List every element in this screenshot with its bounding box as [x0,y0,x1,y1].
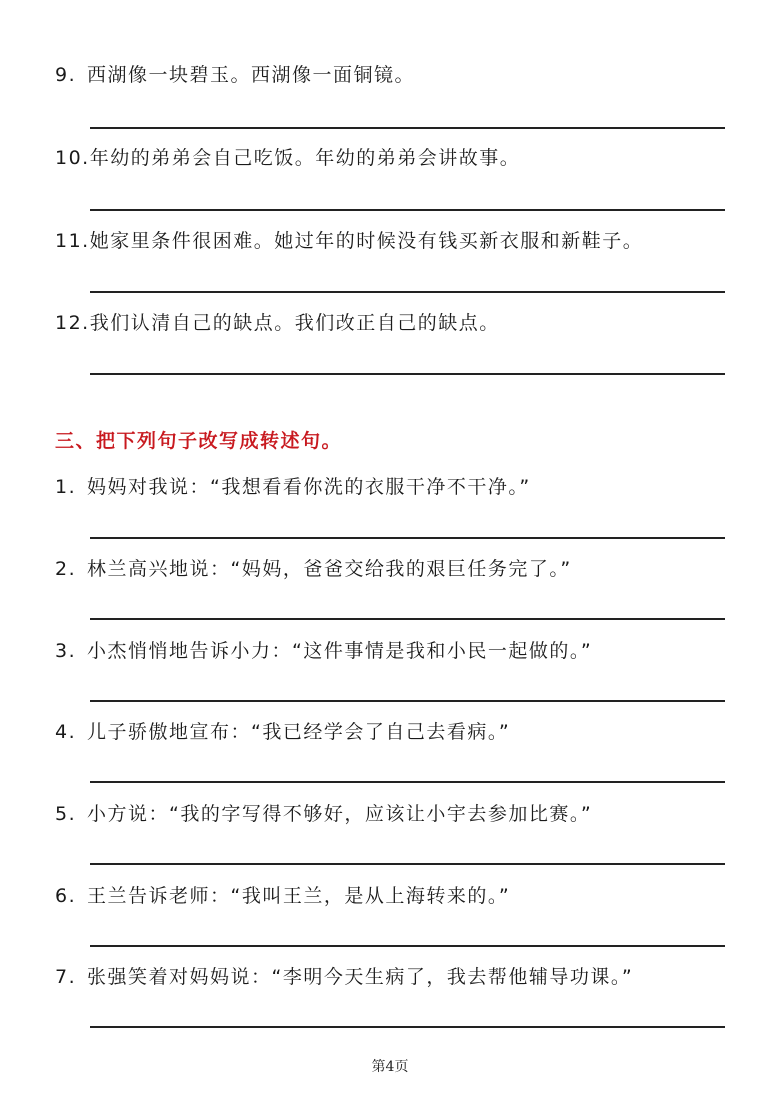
item-text: 我们认清自己的缺点。我们改正自己的缺点。 [89,312,500,334]
exercise-item-5 [55,801,735,827]
item-text: 妈妈对我说：“我想看看你洗的衣服干净不干净。” [87,476,531,498]
item-number: 6. [55,885,77,907]
answer-line[interactable] [90,781,725,783]
item-number: 10. [55,147,90,169]
exercise-item-3 [55,638,735,664]
answer-line[interactable] [90,1026,725,1028]
exercise-item-6 [55,883,735,909]
item-text: 林兰高兴地说：“妈妈，爸爸交给我的艰巨任务完了。” [87,558,572,580]
item-text: 张强笑着对妈妈说：“李明今天生病了，我去帮他辅导功课。” [87,966,634,988]
answer-line[interactable] [90,291,725,293]
answer-line[interactable] [90,700,725,702]
exercise-item-11 [55,228,735,254]
answer-line[interactable] [90,373,725,375]
item-text: 王兰告诉老师：“我叫王兰，是从上海转来的。” [87,885,511,907]
item-text: 西湖像一块碧玉。西湖像一面铜镜。 [87,64,416,86]
answer-line[interactable] [90,209,725,211]
item-number: 3. [55,640,77,662]
item-number: 5. [55,803,77,825]
item-text: 小方说：“我的字写得不够好，应该让小宇去参加比赛。” [87,803,593,825]
item-number: 11. [55,230,90,252]
item-number: 1. [55,476,77,498]
exercise-item-10 [55,145,735,171]
exercise-item-9 [55,62,735,88]
item-number: 2. [55,558,77,580]
item-text: 儿子骄傲地宣布：“我已经学会了自己去看病。” [87,721,511,743]
exercise-item-2 [55,556,735,582]
exercise-item-7 [55,964,735,990]
item-text: 小杰悄悄地告诉小力：“这件事情是我和小民一起做的。” [87,640,593,662]
page-number: 第4页 [371,1059,409,1075]
item-number: 7. [55,966,77,988]
item-number: 12. [55,312,90,334]
exercise-item-1 [55,474,735,500]
item-number: 9. [55,64,77,86]
item-text: 她家里条件很困难。她过年的时候没有钱买新衣服和新鞋子。 [89,230,644,252]
exercise-item-4 [55,719,735,745]
answer-line[interactable] [90,863,725,865]
answer-line[interactable] [90,618,725,620]
item-text: 年幼的弟弟会自己吃饭。年幼的弟弟会讲故事。 [89,147,521,169]
answer-line[interactable] [90,127,725,129]
answer-line[interactable] [90,945,725,947]
item-number: 4. [55,721,77,743]
section-heading: 三、把下列句子改写成转述句。 [55,430,343,452]
answer-line[interactable] [90,537,725,539]
exercise-item-12 [55,310,735,336]
